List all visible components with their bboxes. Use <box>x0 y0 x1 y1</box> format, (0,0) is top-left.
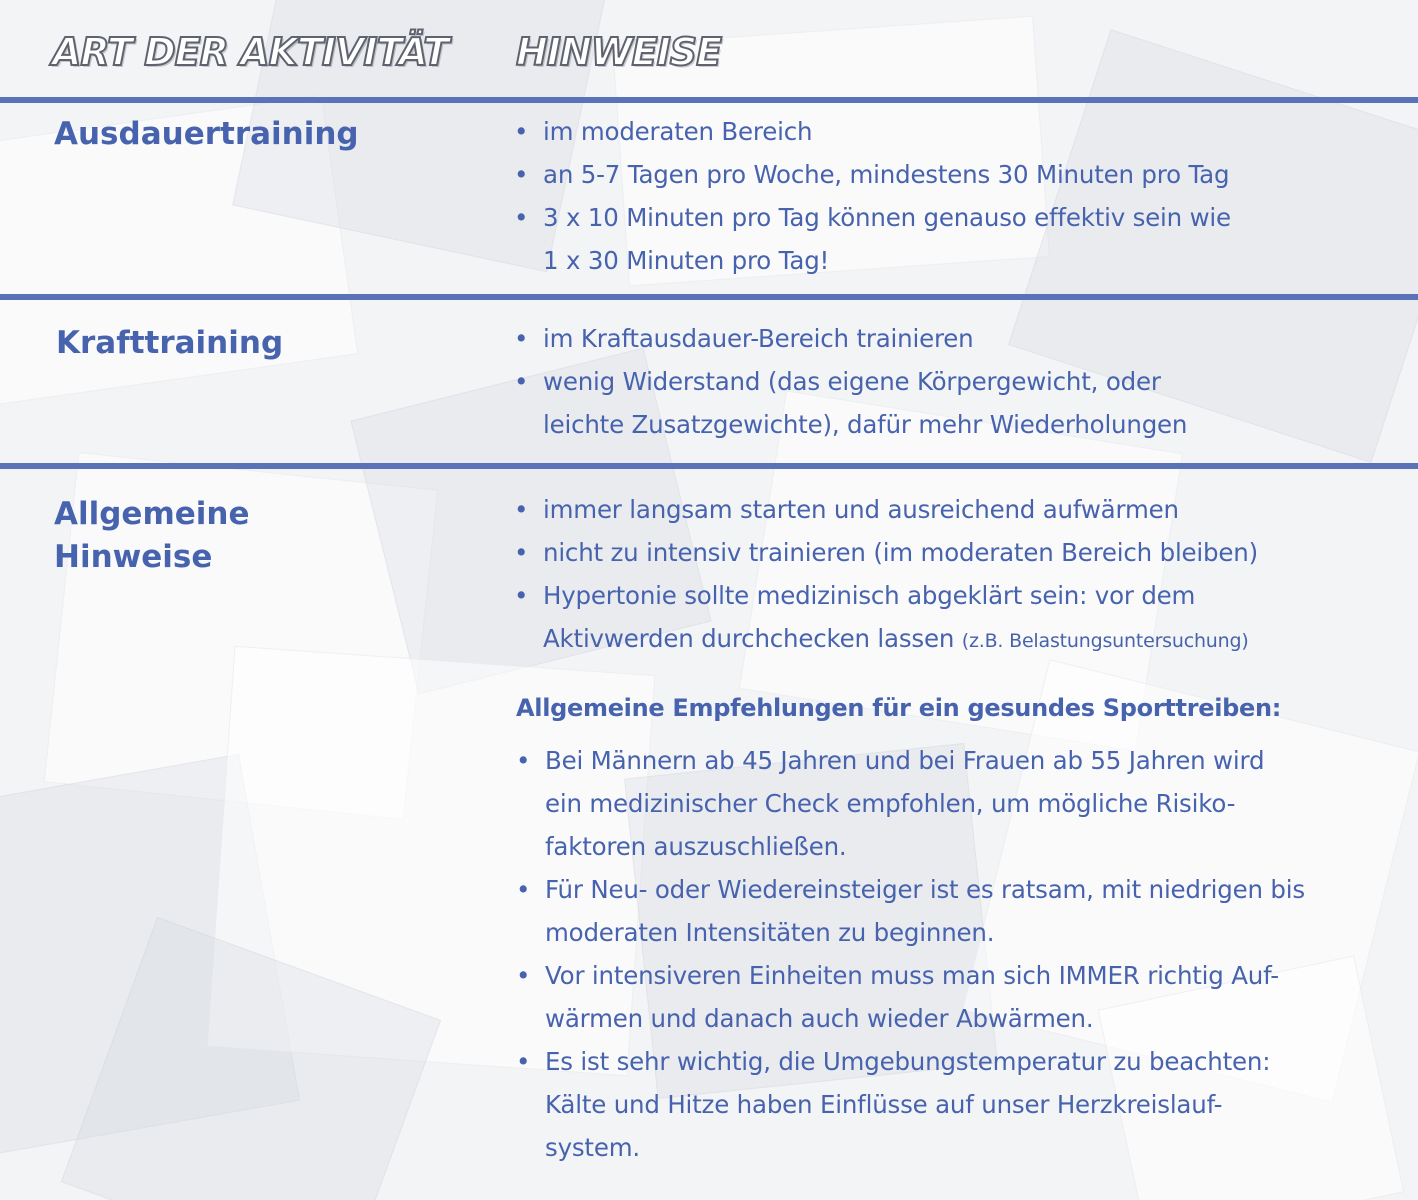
section-bullets-allgemeine-hinweise <box>514 488 1258 663</box>
section-title-line: Allgemeine <box>54 496 250 532</box>
list-item: • wenig Widerstand (das eigene Körpergewicht, oder leichte Zusatzgewichte), dafür mehr Wiederholungen <box>514 360 1187 446</box>
recommendations-heading: Allgemeine Empfehlungen für ein gesundes Sporttreiben: <box>516 694 1282 722</box>
list-item: • Für Neu- oder Wiedereinsteiger ist es ratsam, mit niedrigen bis moderaten Intensitäten zu beginnen. <box>516 868 1305 954</box>
list-item: • Vor intensiveren Einheiten muss man sich IMMER richtig Auf- wärmen und danach auch wieder Abwärmen. <box>516 954 1305 1040</box>
section-title-krafttraining <box>56 322 283 365</box>
list-item: • im moderaten Bereich <box>514 110 1231 153</box>
list-item: • immer langsam starten und ausreichend aufwärmen <box>514 488 1258 531</box>
section-title-line: Ausdauertraining <box>54 116 359 152</box>
section-title-allgemeine-hinweise <box>54 493 250 579</box>
section-bullets-ausdauertraining <box>514 110 1231 282</box>
section-title-ausdauertraining <box>54 113 359 156</box>
divider-rule <box>0 463 1418 469</box>
list-item: • Bei Männern ab 45 Jahren und bei Frauen ab 55 Jahren wird ein medizinischer Check empfohlen, um mögliche Risiko- faktoren auszuschließen. <box>516 739 1305 868</box>
section-title-line: Hinweise <box>54 539 213 575</box>
column-header-notes: HINWEISE <box>516 30 722 74</box>
section-title-line: Krafttraining <box>56 325 284 361</box>
list-item: • 3 x 10 Minuten pro Tag können genauso effektiv sein wie 1 x 30 Minuten pro Tag! <box>514 196 1231 282</box>
divider-rule <box>0 294 1418 300</box>
list-item: • Es ist sehr wichtig, die Umgebungstemperatur zu beachten: Kälte und Hitze haben Einflüsse auf unser Herzkreislauf- system. <box>516 1040 1305 1169</box>
divider-rule <box>0 97 1418 103</box>
list-item: • im Kraftausdauer-Bereich trainieren <box>514 317 1187 360</box>
column-header-activity-type: ART DER AKTIVITÄT <box>52 30 449 74</box>
list-item: • nicht zu intensiv trainieren (im moderaten Bereich bleiben) <box>514 531 1258 574</box>
list-item: • Hypertonie sollte medizinisch abgeklärt sein: vor dem Aktivwerden durchchecken lassen (z.B. Belastungsuntersuchung) <box>514 574 1258 663</box>
list-item: • an 5-7 Tagen pro Woche, mindestens 30 Minuten pro Tag <box>514 153 1231 196</box>
section-bullets-krafttraining <box>514 317 1187 446</box>
bullet-note: (z.B. Belastungsuntersuchung) <box>961 630 1249 652</box>
recommendations-list <box>516 739 1305 1169</box>
